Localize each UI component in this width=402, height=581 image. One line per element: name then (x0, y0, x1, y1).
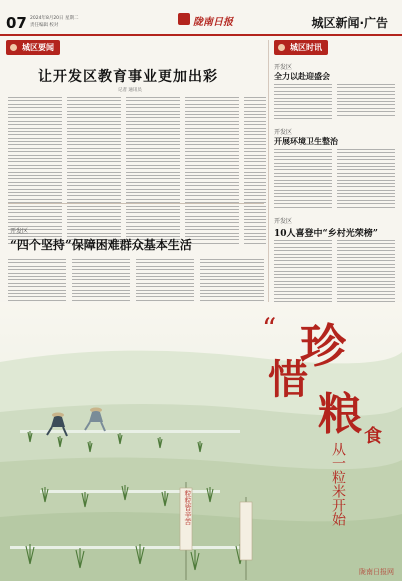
main-article-col4 (185, 97, 239, 246)
brief1-body-a (274, 84, 332, 121)
page-header (0, 0, 402, 40)
section-tag-right: 城区时讯 (274, 40, 328, 55)
main-byline: 记者 通讯员 (118, 88, 142, 93)
poster-char-4: 食 (364, 426, 382, 447)
brief3-headline: 10人喜登中“乡村光荣榜” (274, 229, 378, 239)
second-kicker: 开发区 (10, 228, 29, 235)
vertical-text: 粒粒皆辛苦 (184, 490, 192, 525)
brief1-kicker: 开发区 (274, 64, 293, 71)
poster-char-1: 珍 (300, 319, 346, 373)
sidebar-divider (268, 40, 269, 302)
poster-char-3: 粮 (318, 389, 362, 440)
grain-poster (0, 302, 402, 581)
article-divider (8, 203, 264, 204)
section-tag-left: 城区要闻 (6, 40, 60, 55)
main-headline: 让开发区教育事业更加出彩 (38, 69, 218, 85)
poster-char-2: 惜 (268, 356, 308, 403)
second-headline: “四个坚持”保障困难群众基本生活 (10, 238, 192, 252)
masthead-name: 陇南日报 (193, 17, 233, 28)
watermark: 陇南日报网 (359, 568, 394, 576)
masthead-seal-icon (178, 13, 190, 25)
main-article-col1 (8, 97, 62, 246)
editor-line: 责任编辑 校对 (30, 23, 59, 28)
brief1-body-b (337, 84, 395, 118)
section-title: 城区新闻·广告 (311, 16, 388, 30)
page-number: 07 (6, 14, 27, 32)
main-article-col3 (126, 97, 180, 246)
main-article-col2 (67, 97, 121, 246)
poster-slogan: 从一粒米开始 (330, 442, 346, 526)
header-rule (0, 34, 402, 36)
brief2-kicker: 开发区 (274, 129, 293, 136)
poster-quote-mark: “ (262, 312, 277, 345)
brief2-body-a (274, 149, 332, 210)
brief2-headline: 开展环境卫生整治 (274, 136, 338, 146)
brief2-body-b (337, 149, 395, 210)
brief3-kicker: 开发区 (274, 218, 293, 225)
masthead-logo (178, 12, 238, 28)
main-article-col5 (244, 97, 266, 246)
date-line: 2024年8月20日 星期二 (30, 16, 79, 21)
brief1-headline: 全力以赴迎盛会 (274, 71, 330, 81)
